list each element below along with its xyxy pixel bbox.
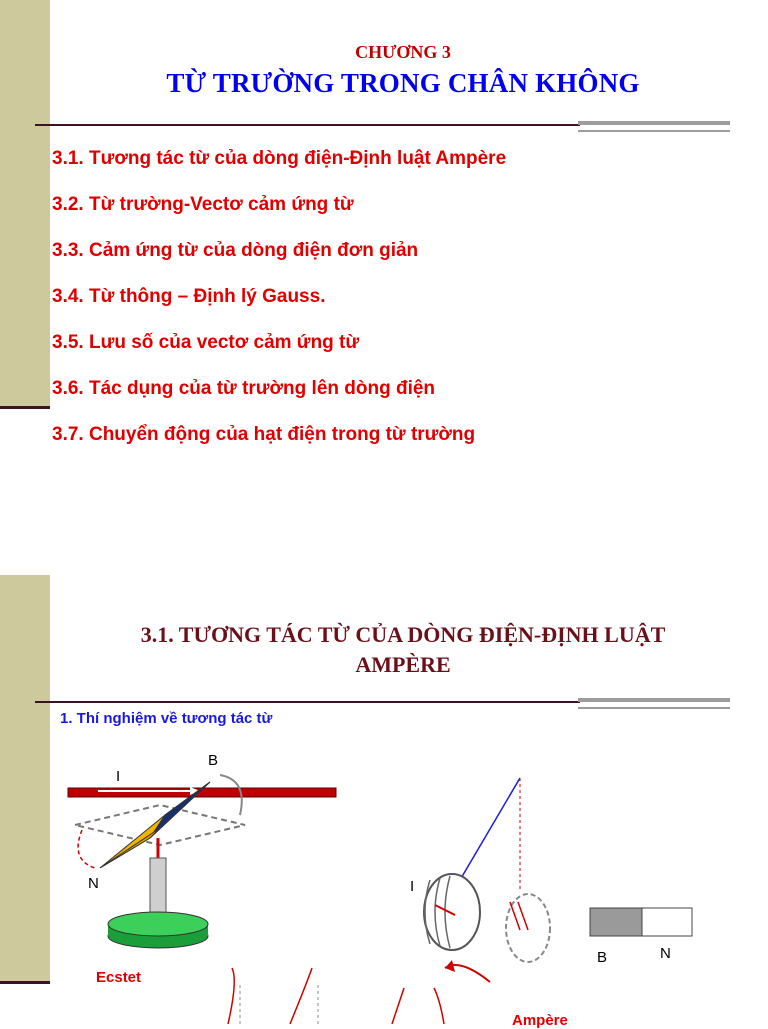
section-item[interactable]: 3.5. Lưu số của vectơ cảm ứng từ [52,332,360,353]
ecstet-label: Ecstet [96,969,142,986]
chapter-label: CHƯƠNG 3 [355,42,451,62]
suspension-thread [460,778,520,880]
compass-stand [150,858,166,918]
field-line [392,988,404,1024]
pole-n-label: N [88,875,99,892]
section-item[interactable]: 3.1. Tương tác từ của dòng điện-Định luật Ampère [52,148,507,169]
chapter-title: TỪ TRƯỜNG TRONG CHÂN KHÔNG [166,68,640,98]
ampere-label: Ampère [512,1012,568,1029]
current-label: I [116,768,121,785]
field-line [228,968,234,1024]
experiment-subtitle: 1. Thí nghiệm về tương tác từ [60,710,273,727]
section-item[interactable]: 3.6. Tác dụng của từ trường lên dòng điện [52,378,436,399]
section-item[interactable]: 3.2. Từ trường-Vectơ cảm ứng từ [52,194,354,215]
section-item[interactable]: 3.3. Cảm ứng từ của dòng điện đơn giản [52,240,419,261]
magnet-n-label: N [660,945,671,962]
magnet-pole-b [590,908,642,936]
pole-b-label: B [208,752,219,769]
section-title-line-1: 3.1. TƯƠNG TÁC TỪ CỦA DÒNG ĐIỆN-ĐỊNH LUẬT [140,622,666,647]
coil-current-label: I [410,878,415,895]
section-item[interactable]: 3.4. Từ thông – Định lý Gauss. [52,286,326,307]
coil-dashed-current [510,902,528,930]
compass-base-top [108,912,208,936]
section-title-line-2: AMPÈRE [355,652,451,677]
section-item[interactable]: 3.7. Chuyển động của hạt điện trong từ trường [52,424,476,445]
field-line [434,988,444,1024]
coil-solid [424,874,480,950]
field-line [290,968,312,1024]
magnet-b-label: B [597,949,608,966]
magnet-pole-n [642,908,692,936]
deflection-arrow [78,830,95,868]
